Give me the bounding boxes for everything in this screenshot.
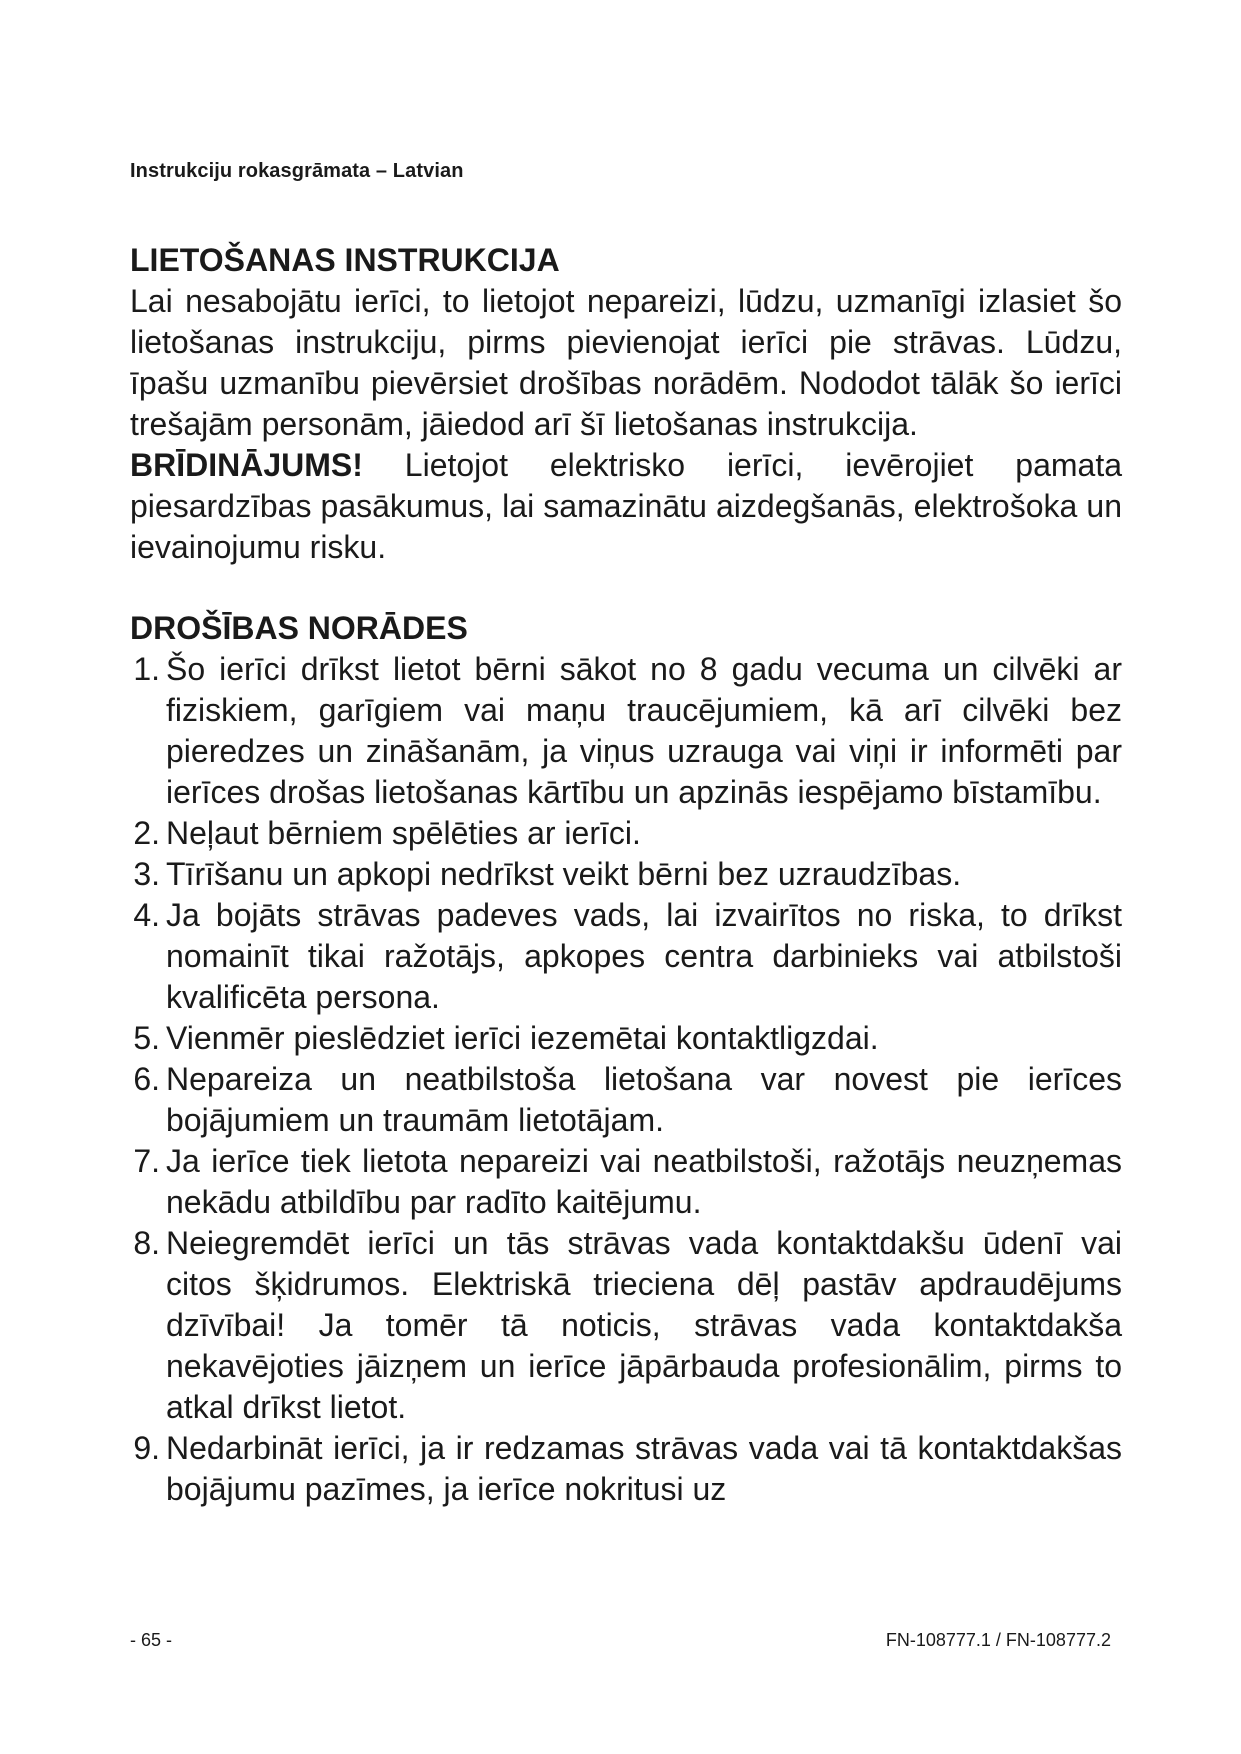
list-item-number: 4. (133, 897, 160, 933)
warning-paragraph (130, 445, 1122, 568)
list-item-number: 1. (133, 651, 160, 687)
list-item-text: Ja bojāts strāvas padeves vads, lai izvairītos no riska, to drīkst nomainīt tikai ražotājs, apkopes centra darbinieks vai atbilstoši kvalificēta persona. (166, 897, 1122, 1015)
list-item (130, 895, 1122, 1018)
list-item (130, 1018, 1122, 1059)
list-item (130, 1059, 1122, 1141)
page-number: - 65 - (130, 1630, 173, 1650)
list-item-text: Vienmēr pieslēdziet ierīci iezemētai kontaktligzdai. (166, 1020, 879, 1056)
list-item-number: 5. (133, 1020, 160, 1056)
list-item (130, 813, 1122, 854)
list-item-text: Tīrīšanu un apkopi nedrīkst veikt bērni bez uzraudzības. (166, 856, 962, 892)
list-item (130, 1141, 1122, 1223)
list-item (130, 649, 1122, 813)
list-item (130, 1428, 1122, 1510)
list-item-text: Neiegremdēt ierīci un tās strāvas vada kontaktdakšu ūdenī vai citos šķidrumos. Elektriskā trieciena dēļ pastāv apdraudējums dzīvībai! Ja tomēr tā noticis, strāvas vada kontaktdakša nekavējoties jāizņem un ierīce jāpārbauda profesionālim, pirms to atkal drīkst lietot. (166, 1225, 1122, 1425)
list-item-text: Neļaut bērniem spēlēties ar ierīci. (166, 815, 641, 851)
list-item-text: Šo ierīci drīkst lietot bērni sākot no 8 gadu vecuma un cilvēki ar fiziskiem, garīgiem vai maņu traucējumiem, kā arī cilvēki bez pieredzes un zināšanām, ja viņus uzrauga vai viņi ir informēti par ierīces drošas lietošanas kārtību un apzinās iespējamo bīstamību. (166, 651, 1122, 810)
list-item-number: 6. (133, 1061, 160, 1097)
warning-text: Lietojot elektrisko ierīci, ievērojiet pamata piesardzības pasākumus, lai samazinātu aizdegšanās, elektrošoka un ievainojumu risku. (130, 447, 1122, 565)
list-item-number: 3. (133, 856, 160, 892)
list-item-text: Nepareiza un neatbilstoša lietošana var novest pie ierīces bojājumiem un traumām lietotājam. (166, 1061, 1122, 1138)
list-item-text: Ja ierīce tiek lietota nepareizi vai neatbilstoši, ražotājs neuzņemas nekādu atbildību par radīto kaitējumu. (166, 1143, 1122, 1220)
list-item-number: 7. (133, 1143, 160, 1179)
warning-label: BRĪDINĀJUMS! (130, 447, 363, 483)
list-item-number: 8. (133, 1225, 160, 1261)
list-item-text: Nedarbināt ierīci, ja ir redzamas strāvas vada vai tā kontaktdakšas bojājumu pazīmes, ja ierīce nokritusi uz (166, 1430, 1122, 1507)
section-spacer (130, 568, 1122, 608)
safety-list (130, 649, 1122, 1510)
safety-heading: DROŠĪBAS NORĀDES (130, 610, 468, 646)
list-item (130, 854, 1122, 895)
list-item-number: 9. (133, 1430, 160, 1466)
model-number: FN-108777.1 / FN-108777.2 (885, 1630, 1111, 1650)
list-item-number: 2. (133, 815, 160, 851)
page-content (130, 240, 1122, 1510)
usage-heading: LIETOŠANAS INSTRUKCIJA (130, 242, 560, 278)
list-item (130, 1223, 1122, 1428)
usage-intro: Lai nesabojātu ierīci, to lietojot nepareizi, lūdzu, uzmanīgi izlasiet šo lietošanas instrukciju, pirms pievienojat ierīci pie strāvas. Lūdzu, īpašu uzmanību pievērsiet drošības norādēm. Nododot tālāk šo ierīci trešajām personām, jāiedod arī šī lietošanas instrukcija. (130, 283, 1122, 442)
page-header: Instrukciju rokasgrāmata – Latvian (130, 160, 464, 182)
